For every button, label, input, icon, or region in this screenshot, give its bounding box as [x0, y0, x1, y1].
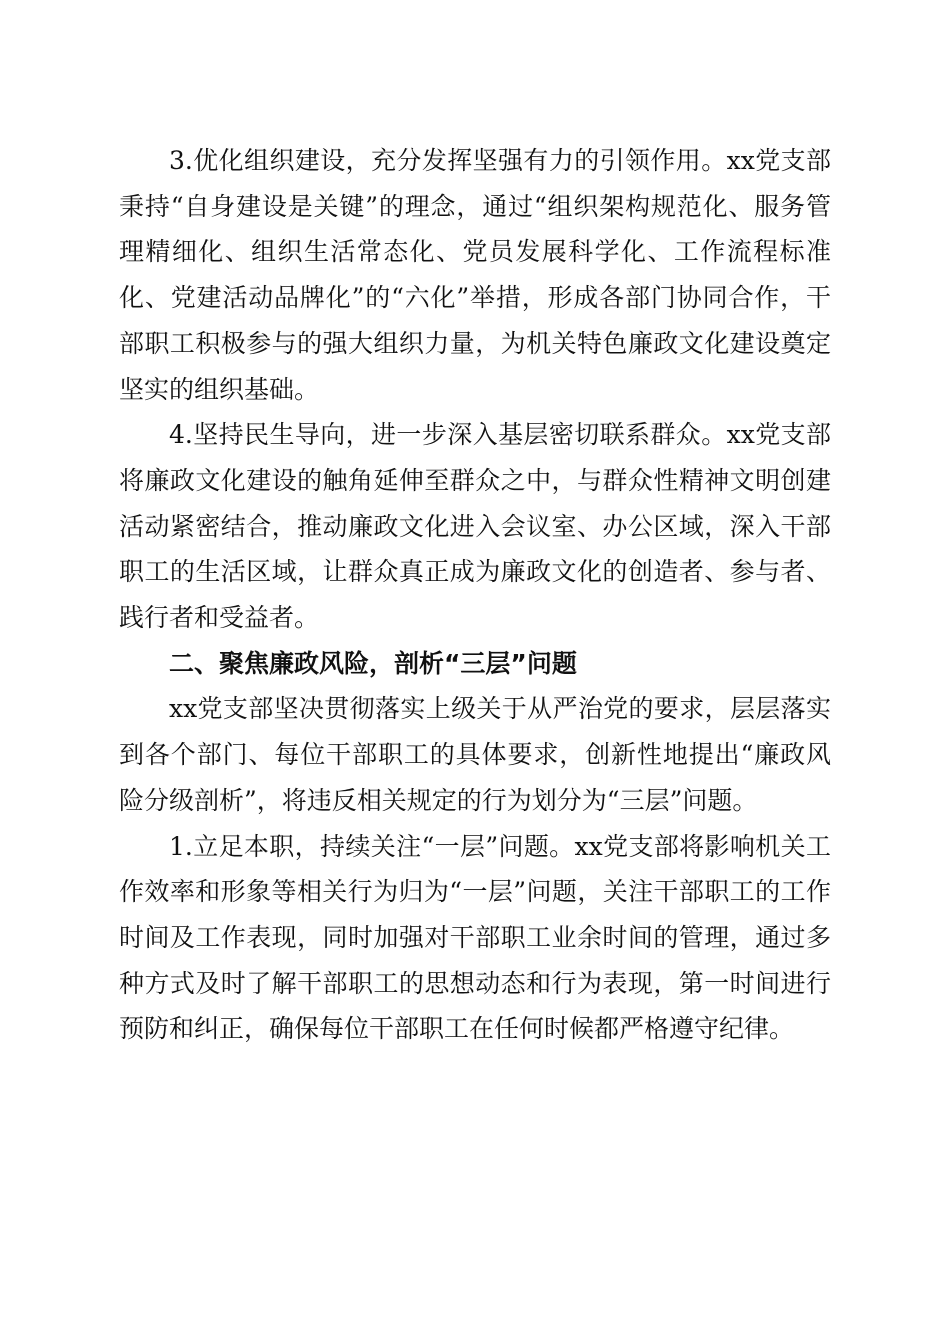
paragraph-3-organization: 3.优化组织建设，充分发挥坚强有力的引领作用。xx党支部秉持“自身建设是关键”的理念，通过“组织架构规范化、服务管理精细化、组织生活常态化、党员发展科学化、工作流程标准化、党建活动品牌化”的“六化”举措，形成各部门协同合作，干部职工积极参与的强大组织力量，为机关特色廉政文化建设奠定坚实的组织基础。 [119, 146, 831, 404]
document-body [119, 138, 831, 1052]
paragraph-risk-intro: xx党支部坚决贯彻落实上级关于从严治党的要求，层层落实到各个部门、每位干部职工的具体要求，创新性地提出“廉政风险分级剖析”，将违反相关规定的行为划分为“三层”问题。 [119, 694, 831, 815]
section-heading-2: 二、聚焦廉政风险，剖析“三层”问题 [169, 648, 577, 678]
paragraph-1-first-layer: 1.立足本职，持续关注“一层”问题。xx党支部将影响机关工作效率和形象等相关行为归为“一层”问题，关注干部职工的工作时间及工作表现，同时加强对干部职工业余时间的管理，通过多种方式及时了解干部职工的思想动态和行为表现，第一时间进行预防和纠正，确保每位干部职工在任何时候都严格遵守纪律。 [119, 831, 831, 1044]
paragraph-4-livelihood: 4.坚持民生导向，进一步深入基层密切联系群众。xx党支部将廉政文化建设的触角延伸至群众之中，与群众性精神文明创建活动紧密结合，推动廉政文化进入会议室、办公区域，深入干部职工的生活区域，让群众真正成为廉政文化的创造者、参与者、践行者和受益者。 [119, 420, 831, 633]
